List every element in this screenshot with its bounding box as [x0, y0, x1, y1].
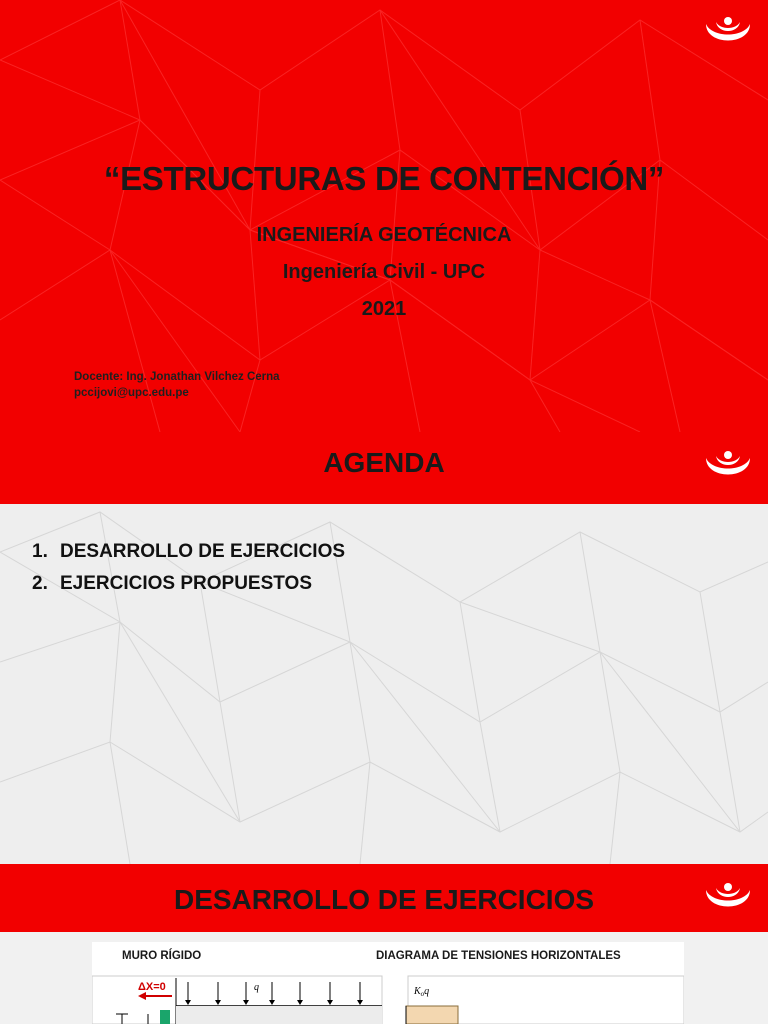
agenda-item	[32, 536, 345, 568]
stress-diagram-label: DIAGRAMA DE TENSIONES HORIZONTALES	[376, 950, 621, 962]
agenda-item-number: 1.	[32, 541, 48, 562]
agenda-item-label: EJERCICIOS PROPUESTOS	[60, 573, 312, 594]
ko-suffix: q	[424, 986, 430, 997]
year-label: 2021	[361, 298, 407, 320]
ko-label: K	[414, 986, 421, 997]
rigid-wall-label: MURO RÍGIDO	[122, 950, 202, 962]
instructor-email: pccijovi@upc.edu.pe	[74, 387, 189, 399]
agenda-heading: AGENDA	[323, 447, 445, 478]
background-pattern	[0, 0, 768, 432]
title-slide	[0, 0, 768, 432]
upc-logo-icon	[700, 12, 756, 54]
agenda-item-label: DESARROLLO DE EJERCICIOS	[60, 541, 346, 562]
load-label: q	[254, 982, 259, 993]
ko-subscript: o	[420, 990, 425, 998]
wall-figure	[92, 942, 684, 1024]
agenda-item	[32, 568, 345, 600]
course-subtitle: INGENIERÍA GEOTÉCNICA	[256, 224, 512, 246]
exercises-slide	[0, 864, 768, 1024]
agenda-item-number: 2.	[32, 573, 48, 594]
program-subtitle: Ingeniería Civil - UPC	[282, 261, 486, 283]
section-heading: DESARROLLO DE EJERCICIOS	[173, 884, 595, 915]
agenda-list	[32, 536, 345, 600]
presentation-title: “ESTRUCTURAS DE CONTENCIÓN”	[103, 160, 665, 197]
instructor-name: Docente: Ing. Jonathan Vilchez Cerna	[74, 371, 280, 383]
agenda-slide	[0, 432, 768, 864]
delta-label: ΔX=0	[138, 981, 166, 993]
instructor-info	[74, 369, 280, 401]
wall-diagram	[92, 942, 684, 1024]
